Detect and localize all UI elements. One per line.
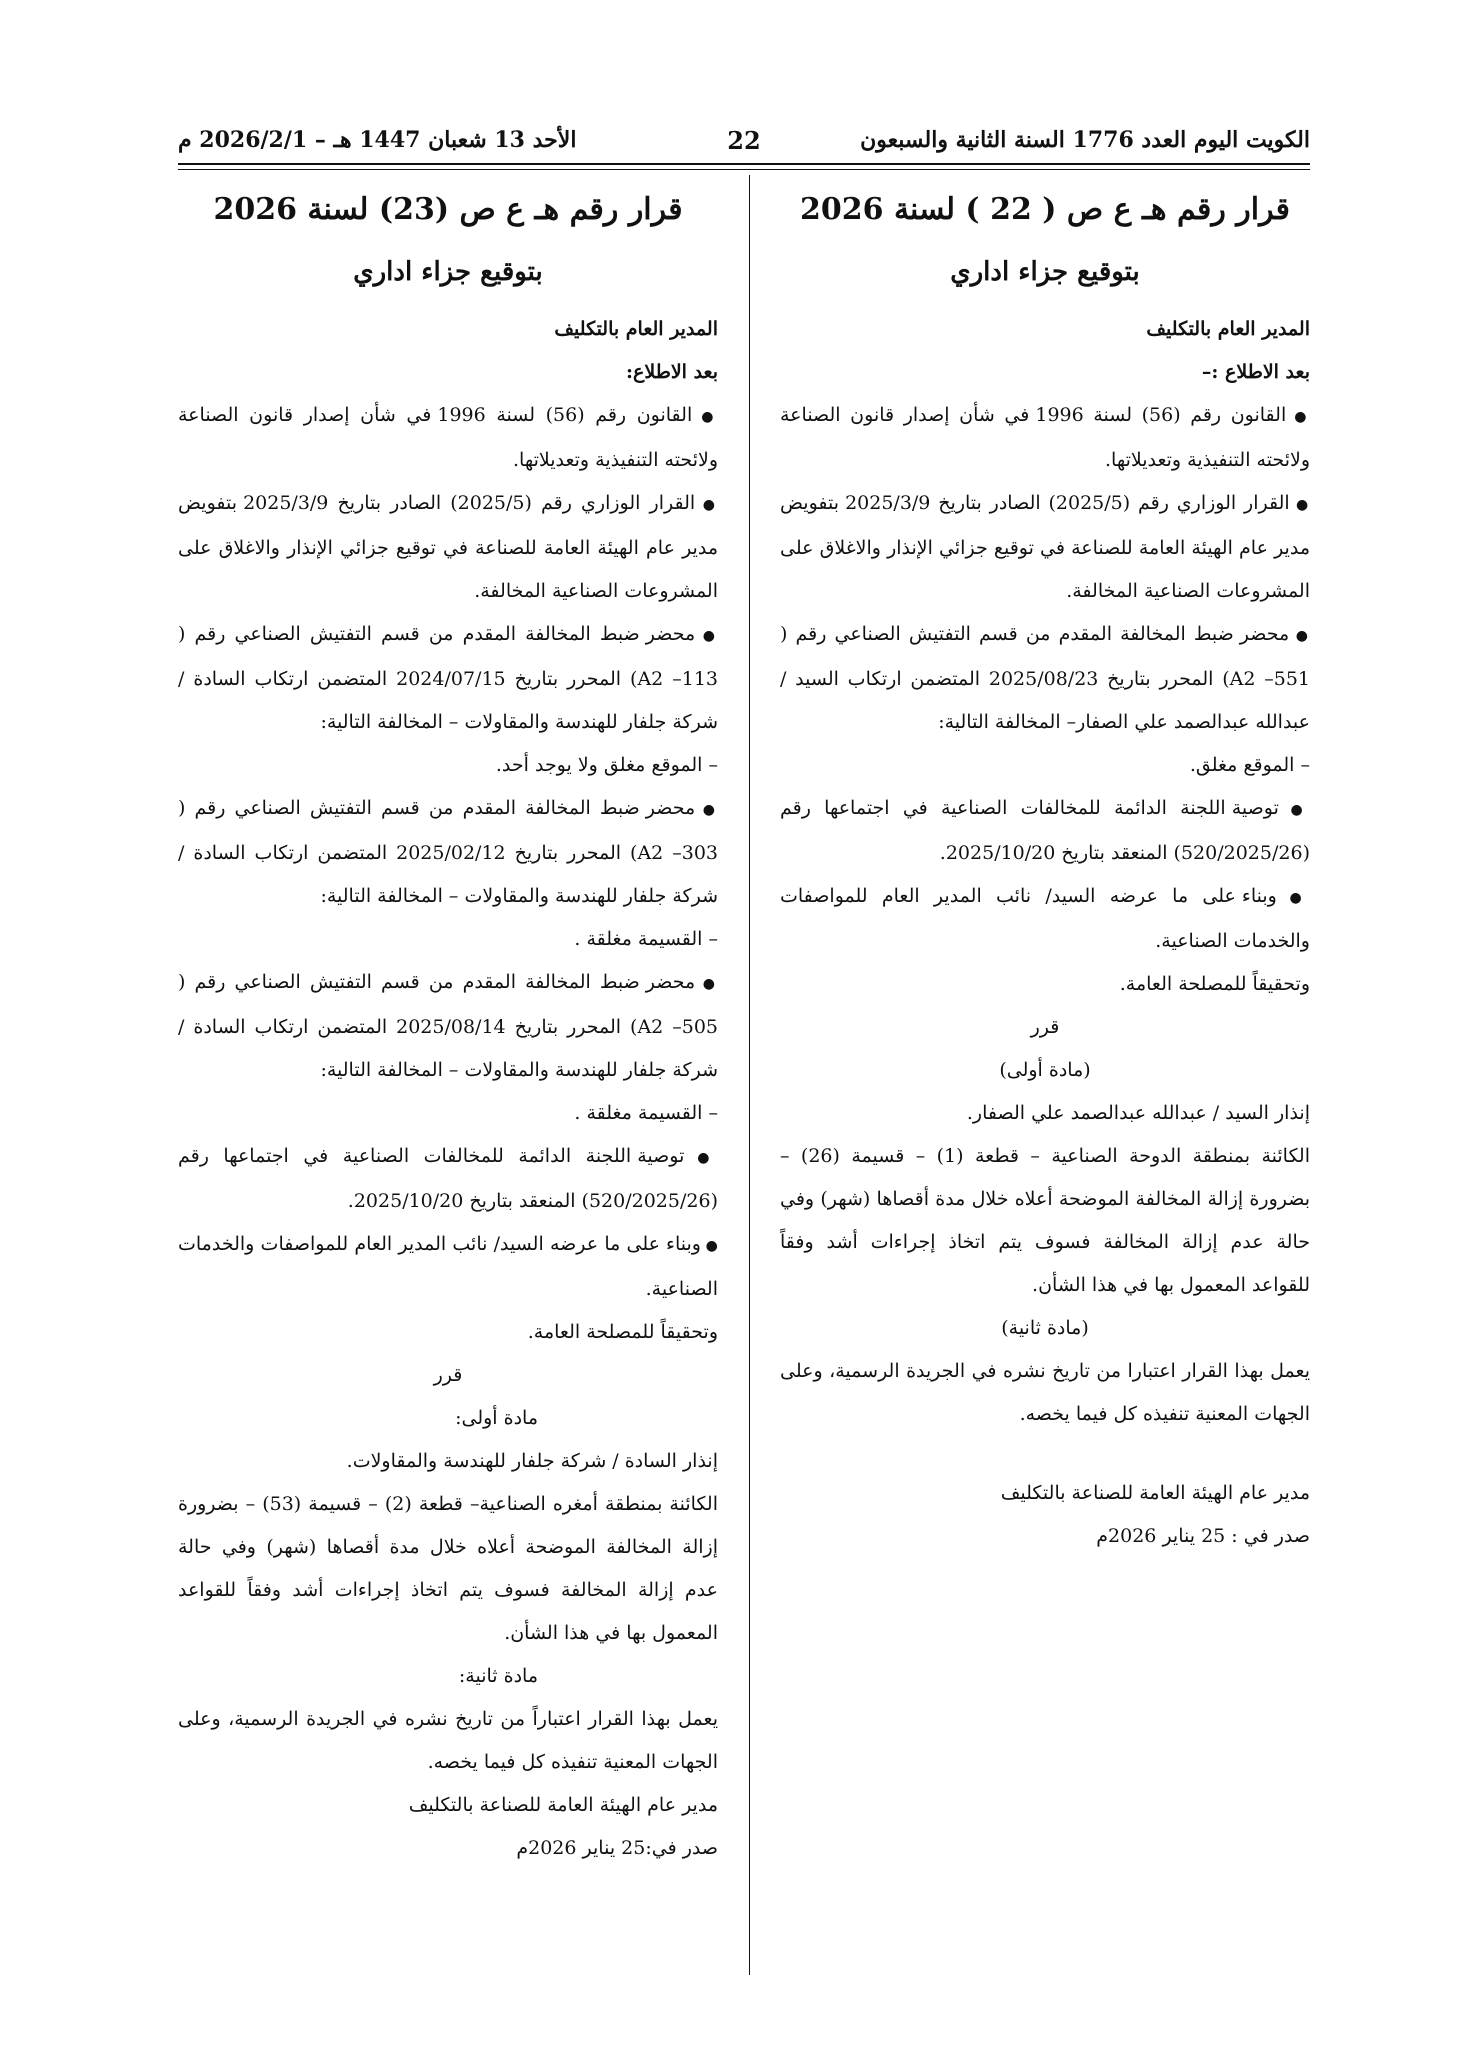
law-reference: ● القانون رقم (56) لسنة 1996 في شأن إصدار قانون الصناعة ولائحته التنفيذية وتعديلاتها. [178,394,718,482]
signatory: مدير عام الهيئة العامة للصناعة بالتكليف [408,1794,718,1816]
header-rule-thin [178,169,1310,170]
decision-23-column [178,180,718,1870]
page-number: 22 [727,125,761,155]
location-and-requirement: الكائنة بمنطقة الدوحة الصناعية – قطعة (1) – قسيمة (26) – بضرورة إزالة المخالفة الموضحة أعلاه خلال مدة أقصاها (شهر) وفي حالة عدم إزالة المخالفة فسوف يتم اتخاذ إجراءات أشد وفقاً للقواعد المعمول بها في هذا الشأن. [780,1145,1310,1296]
after-review-line: بعد الاطلاع: [626,361,718,383]
deputy-presentation: ● وبناء على ما عرضه السيد/ نائب المدير العام للمواصفات والخدمات الصناعية. [780,875,1310,963]
violation-detail: – القسيمة مغلقة . [574,1102,718,1124]
issuer-line: المدير العام بالتكليف [1146,318,1310,340]
decided-heading: قرر [1030,1016,1060,1038]
ministerial-decision-reference: ● القرار الوزاري رقم (2025/5) الصادر بتاريخ 2025/3/9 بتفويض مدير عام الهيئة العامة للصناعة في توقيع جزائي الإنذار والاغلاق على المشروعات الصناعية المخالفة. [780,482,1310,613]
violation-detail: – الموقع مغلق. [1189,754,1310,776]
issue-date-line: صدر في:25 يناير 2026م [516,1837,718,1859]
effective-clause: يعمل بهذا القرار اعتبارا من تاريخ نشره في الجريدة الرسمية، وعلى الجهات المعنية تنفيذه كل فيما يخصه. [780,1360,1310,1425]
decision-subtitle: بتوقيع جزاء اداري [950,257,1140,287]
warning-statement: إنذار السادة / شركة جلفار للهندسة والمقاولات. [346,1450,718,1472]
violation-report-113: ● محضر ضبط المخالفة المقدم من قسم التفتيش الصناعي رقم ( A2 –113) المحرر بتاريخ 2024/07/15 المتضمن ارتكاب السادة / شركة جلفار للهندسة والمقاولات – المخالفة التالية: [178,613,718,744]
decision-22-column [780,180,1310,1558]
signatory: مدير عام الهيئة العامة للصناعة بالتكليف [1000,1482,1310,1504]
page-header [178,120,1310,160]
violation-report-505: ● محضر ضبط المخالفة المقدم من قسم التفتيش الصناعي رقم ( A2 –505) المحرر بتاريخ 2025/08/14 المتضمن ارتكاب السادة / شركة جلفار للهندسة والمقاولات – المخالفة التالية: [178,961,718,1092]
effective-clause: يعمل بهذا القرار اعتباراً من تاريخ نشره في الجريدة الرسمية، وعلى الجهات المعنية تنفيذه كل فيما يخصه. [178,1708,718,1773]
warning-statement: إنذار السيد / عبدالله عبدالصمد علي الصفار. [966,1102,1310,1124]
deputy-presentation: ● وبناء على ما عرضه السيد/ نائب المدير العام للمواصفات والخدمات الصناعية. [178,1223,718,1311]
article-two-heading: مادة ثانية: [458,1665,538,1687]
ministerial-decision-reference: ● القرار الوزاري رقم (2025/5) الصادر بتاريخ 2025/3/9 بتفويض مدير عام الهيئة العامة للصناعة في توقيع جزائي الإنذار والاغلاق على المشروعات الصناعية المخالفة. [178,482,718,613]
spacer [780,1436,1310,1472]
issuer-line: المدير العام بالتكليف [554,318,718,340]
violation-report: ● محضر ضبط المخالفة المقدم من قسم التفتيش الصناعي رقم ( A2 –551) المحرر بتاريخ 2025/08/23 المتضمن ارتكاب السيد / عبدالله عبدالصمد علي الصفار– المخالفة التالية: [780,613,1310,744]
after-review-line: بعد الاطلاع :– [1201,361,1310,383]
committee-recommendation: ● توصية اللجنة الدائمة للمخالفات الصناعية في اجتماعها رقم (520/2025/26) المنعقد بتاريخ 2025/10/20. [178,1135,718,1223]
committee-recommendation: ● توصية اللجنة الدائمة للمخالفات الصناعية في اجتماعها رقم (520/2025/26) المنعقد بتاريخ 2025/10/20. [780,787,1310,875]
location-and-requirement: الكائنة بمنطقة أمغره الصناعية– قطعة (2) – قسيمة (53) – بضرورة إزالة المخالفة الموضحة أعلاه خلال مدة أقصاها (شهر) وفي حالة عدم إزالة المخالفة فسوف يتم اتخاذ إجراءات أشد وفقاً للقواعد المعمول بها في هذا الشأن. [178,1493,718,1644]
article-two-heading: (مادة ثانية) [1001,1317,1089,1339]
issue-date: الأحد 13 شعبان 1447 هـ – 2026/2/1 م [178,127,577,153]
header-rule-thick [178,163,1310,165]
issue-date-line: صدر في : 25 يناير 2026م [1096,1525,1310,1547]
decision-title: قرار رقم هـ ع ص ( 22 ) لسنة 2026 [800,192,1290,227]
decided-heading: قرر [433,1364,463,1386]
gazette-issue: الكويت اليوم العدد 1776 السنة الثانية والسبعون [860,127,1310,153]
article-one-heading: (مادة أولى) [999,1059,1091,1081]
public-interest-line: وتحقيقاً للمصلحة العامة. [1119,973,1310,995]
column-divider [749,175,750,1975]
violation-detail: – الموقع مغلق ولا يوجد أحد. [495,754,718,776]
decision-subtitle: بتوقيع جزاء اداري [353,257,543,287]
violation-report-303: ● محضر ضبط المخالفة المقدم من قسم التفتيش الصناعي رقم ( A2 –303) المحرر بتاريخ 2025/02/12 المتضمن ارتكاب السادة / شركة جلفار للهندسة والمقاولات – المخالفة التالية: [178,787,718,918]
decision-title: قرار رقم هـ ع ص (23) لسنة 2026 [213,192,683,227]
public-interest-line: وتحقيقاً للمصلحة العامة. [527,1321,718,1343]
violation-detail: – القسيمة مغلقة . [574,928,718,950]
law-reference: ● القانون رقم (56) لسنة 1996 في شأن إصدار قانون الصناعة ولائحته التنفيذية وتعديلاتها. [780,394,1310,482]
article-one-heading: مادة أولى: [455,1407,538,1429]
